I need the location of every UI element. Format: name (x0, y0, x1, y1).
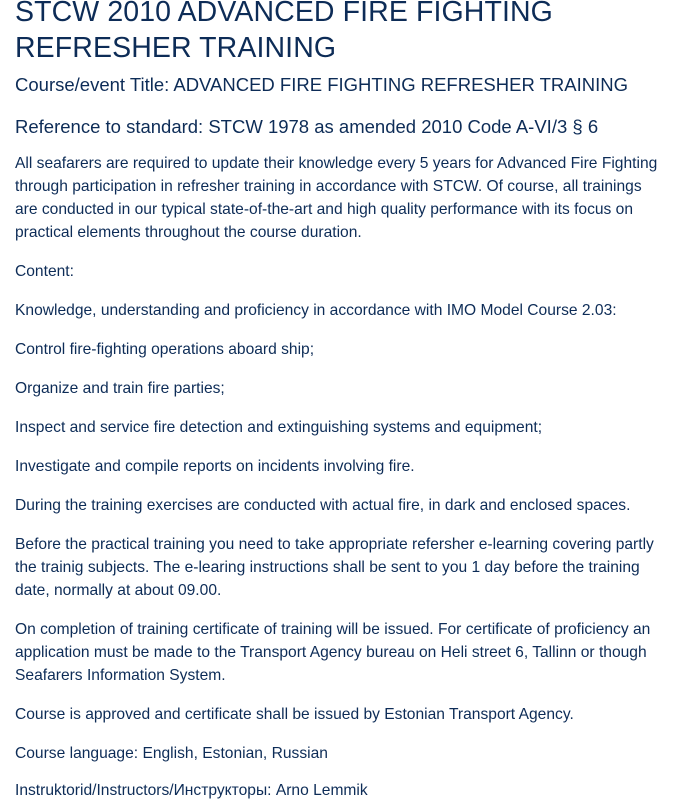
certificate-paragraph: On completion of training certificate of training will be issued. For certificate of proficiency an application must be made to the Transport Agency bureau on Heli street 6, Tallinn or though Seafarers Information System. (15, 621, 651, 684)
approval-paragraph: Course is approved and certificate shall be issued by Estonian Transport Agency. (15, 706, 574, 723)
knowledge-paragraph: Knowledge, understanding and proficiency in accordance with IMO Model Course 2.03: (15, 302, 617, 319)
reference-standard-heading: Reference to standard: STCW 1978 as amended 2010 Code A-VI/3 § 6 (15, 116, 599, 137)
content-item-investigate: Investigate and compile reports on incidents involving fire. (15, 458, 415, 475)
page-title: STCW 2010 ADVANCED FIRE FIGHTING REFRESHER TRAINING (15, 0, 553, 64)
course-language-paragraph: Course language: English, Estonian, Russian (15, 745, 328, 762)
content-item-control: Control fire-fighting operations aboard ship; (15, 341, 315, 358)
intro-paragraph: All seafarers are required to update their knowledge every 5 years for Advanced Fire Fighting through participation in refresher training in accordance with STCW. Of course, all trainings are conducted in our typical state-of-the-art and high quality performance with its focus on practical elements throughout the course duration. (15, 155, 658, 241)
exercises-paragraph: During the training exercises are conducted with actual fire, in dark and enclosed spaces. (15, 497, 631, 514)
content-label: Content: (15, 263, 74, 280)
elearning-paragraph: Before the practical training you need to take appropriate refersher e-learning covering partly the trainig subjects. The e-learing instructions shall be sent to you 1 day before the training date, normally at about 09.00. (15, 536, 654, 599)
content-item-inspect: Inspect and service fire detection and extinguishing systems and equipment; (15, 419, 543, 436)
instructors-paragraph: Instruktorid/Instructors/Инструкторы: Arno Lemmik (15, 782, 368, 799)
content-item-organize: Organize and train fire parties; (15, 380, 225, 397)
course-title-heading: Course/event Title: ADVANCED FIRE FIGHTING REFRESHER TRAINING (15, 74, 629, 95)
